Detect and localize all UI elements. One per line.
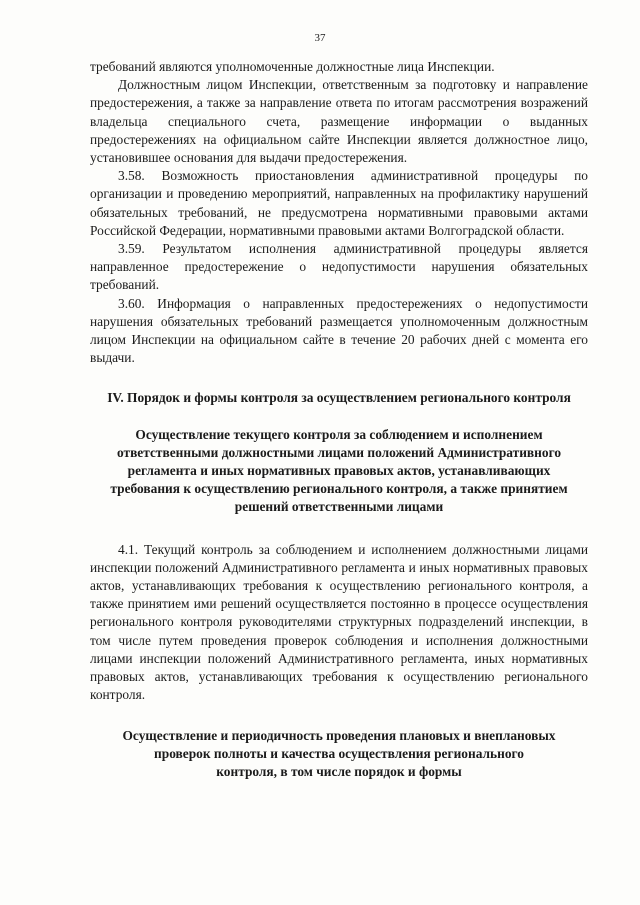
paragraph-3-58: 3.58. Возможность приостановления административной процедуры по организации и проведению мероприятий, направленных на профилактику нарушений обязательных требований, не предусмотрена нормативными правовыми актами Российской Федерации, нормативными правовыми актами Волгоградской области. (90, 168, 588, 238)
section-iv-heading: IV. Порядок и формы контроля за осуществлением регионального контроля (107, 390, 571, 406)
paragraph-responsible-official: Должностным лицом Инспекции, ответственным за подготовку и направление предостережения, а также за направление ответа по итогам рассмотрения возражений владельца специального счета, размещение информации о выданных предостережениях на официальном сайте Инспекции является должностное лицо, установившее основания для выдачи предостережения. (90, 77, 588, 166)
document-body (90, 58, 588, 781)
subsection-current-control-heading: Осуществление текущего контроля за соблюдением и исполнением ответственными должностными лицами положений Административного регламента и иных нормативных правовых актов, устанавливающих требования к осуществлению регионального контроля, а также принятием решений ответственными лицами (110, 426, 568, 515)
paragraph-3-60: 3.60. Информация о направленных предостережениях о недопустимости нарушения обязательных требований размещается уполномоченным должностным лицом Инспекции на официальном сайте в течение 20 рабочих дней с момента его выдачи. (90, 295, 588, 366)
page-number: 37 (314, 32, 326, 44)
paragraph-continuation: требований являются уполномоченные должностные лица Инспекции. (90, 59, 495, 74)
paragraph-3-59: 3.59. Результатом исполнения административной процедуры является направленное предостережение о недопустимости нарушения обязательных требований. (90, 241, 588, 293)
subsection-inspections-heading: Осуществление и периодичность проведения плановых и внеплановых проверок полноты и качества осуществления регионального контроля, в том числе порядок и формы (122, 727, 556, 779)
paragraph-4-1: 4.1. Текущий контроль за соблюдением и исполнением должностными лицами инспекции положений Административного регламента и иных нормативных правовых актов, устанавливающих требования к осуществлению регионального контроля, а также принятием ими решений осуществляется постоянно в процессе осуществления регионального контроля руководителями структурных подразделений инспекции, в том числе путем проведения проверок соблюдения и исполнения должностными лицами инспекции положений Административного регламента, иных нормативных правовых актов, устанавливающих требования к осуществлению регионального контроля. (90, 541, 588, 703)
